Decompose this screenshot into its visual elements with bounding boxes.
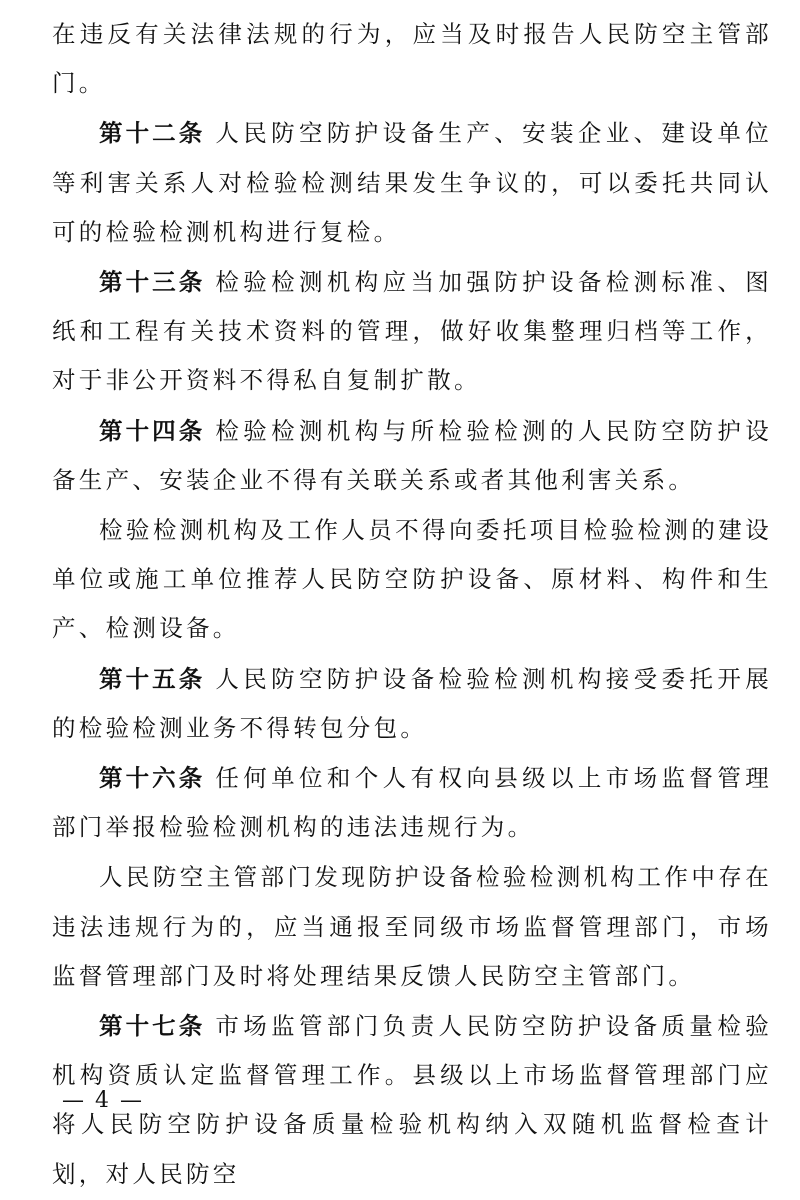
paragraph-text: 检验检测机构及工作人员不得向委托项目检验检测的建设单位或施工单位推荐人民防空防护设备、原材料、构件和生产、检测设备。 — [52, 516, 772, 643]
article-14-subparagraph — [52, 506, 772, 654]
paragraph-text: 检验检测机构与所检验检测的人民防空防护设备生产、安装企业不得有关联关系或者其他利害关系。 — [52, 416, 773, 494]
paragraph-text: 人民防空防护设备生产、安装企业、建设单位等利害关系人对检验检测结果发生争议的，可以委托共同认可的检验检测机构进行复检。 — [52, 119, 773, 246]
article-12-heading: 第十二条 — [99, 119, 206, 148]
article-14-heading: 第十四条 — [99, 416, 206, 445]
paragraph-text: 市场监管部门负责人民防空防护设备质量检验机构资质认定监督管理工作。县级以上市场监督管理部门应将人民防空防护设备质量检验机构纳入双随机监督检查计划，对人民防空 — [52, 1012, 773, 1188]
paragraph-text: 人民防空防护设备检验检测机构接受委托开展的检验检测业务不得转包分包。 — [52, 664, 773, 742]
paragraph-text: 检验检测机构应当加强防护设备检测标准、图纸和工程有关技术资料的管理，做好收集整理归档等工作，对于非公开资料不得私自复制扩散。 — [52, 268, 773, 395]
article-17-paragraph — [52, 1002, 772, 1199]
paragraph-text: 任何单位和个人有权向县级以上市场监督管理部门举报检验检测机构的违法违规行为。 — [52, 764, 773, 842]
article-16-paragraph — [52, 754, 772, 852]
article-12-paragraph — [52, 109, 772, 257]
paragraph-continued — [52, 10, 772, 108]
article-17-heading: 第十七条 — [99, 1012, 206, 1041]
article-13-heading: 第十三条 — [99, 268, 206, 297]
article-16-heading: 第十六条 — [99, 764, 206, 793]
paragraph-text: 在违反有关法律法规的行为，应当及时报告人民防空主管部门。 — [52, 20, 772, 98]
article-14-paragraph — [52, 407, 772, 505]
document-body — [52, 10, 772, 1200]
article-13-paragraph — [52, 258, 772, 406]
page-number: — 4 — — [62, 1088, 144, 1113]
paragraph-text: 人民防空主管部门发现防护设备检验检测机构工作中存在违法违规行为的，应当通报至同级市场监督管理部门，市场监督管理部门及时将处理结果反馈人民防空主管部门。 — [52, 863, 772, 990]
article-15-heading: 第十五条 — [99, 664, 206, 693]
article-16-subparagraph — [52, 853, 772, 1001]
article-15-paragraph — [52, 655, 772, 753]
